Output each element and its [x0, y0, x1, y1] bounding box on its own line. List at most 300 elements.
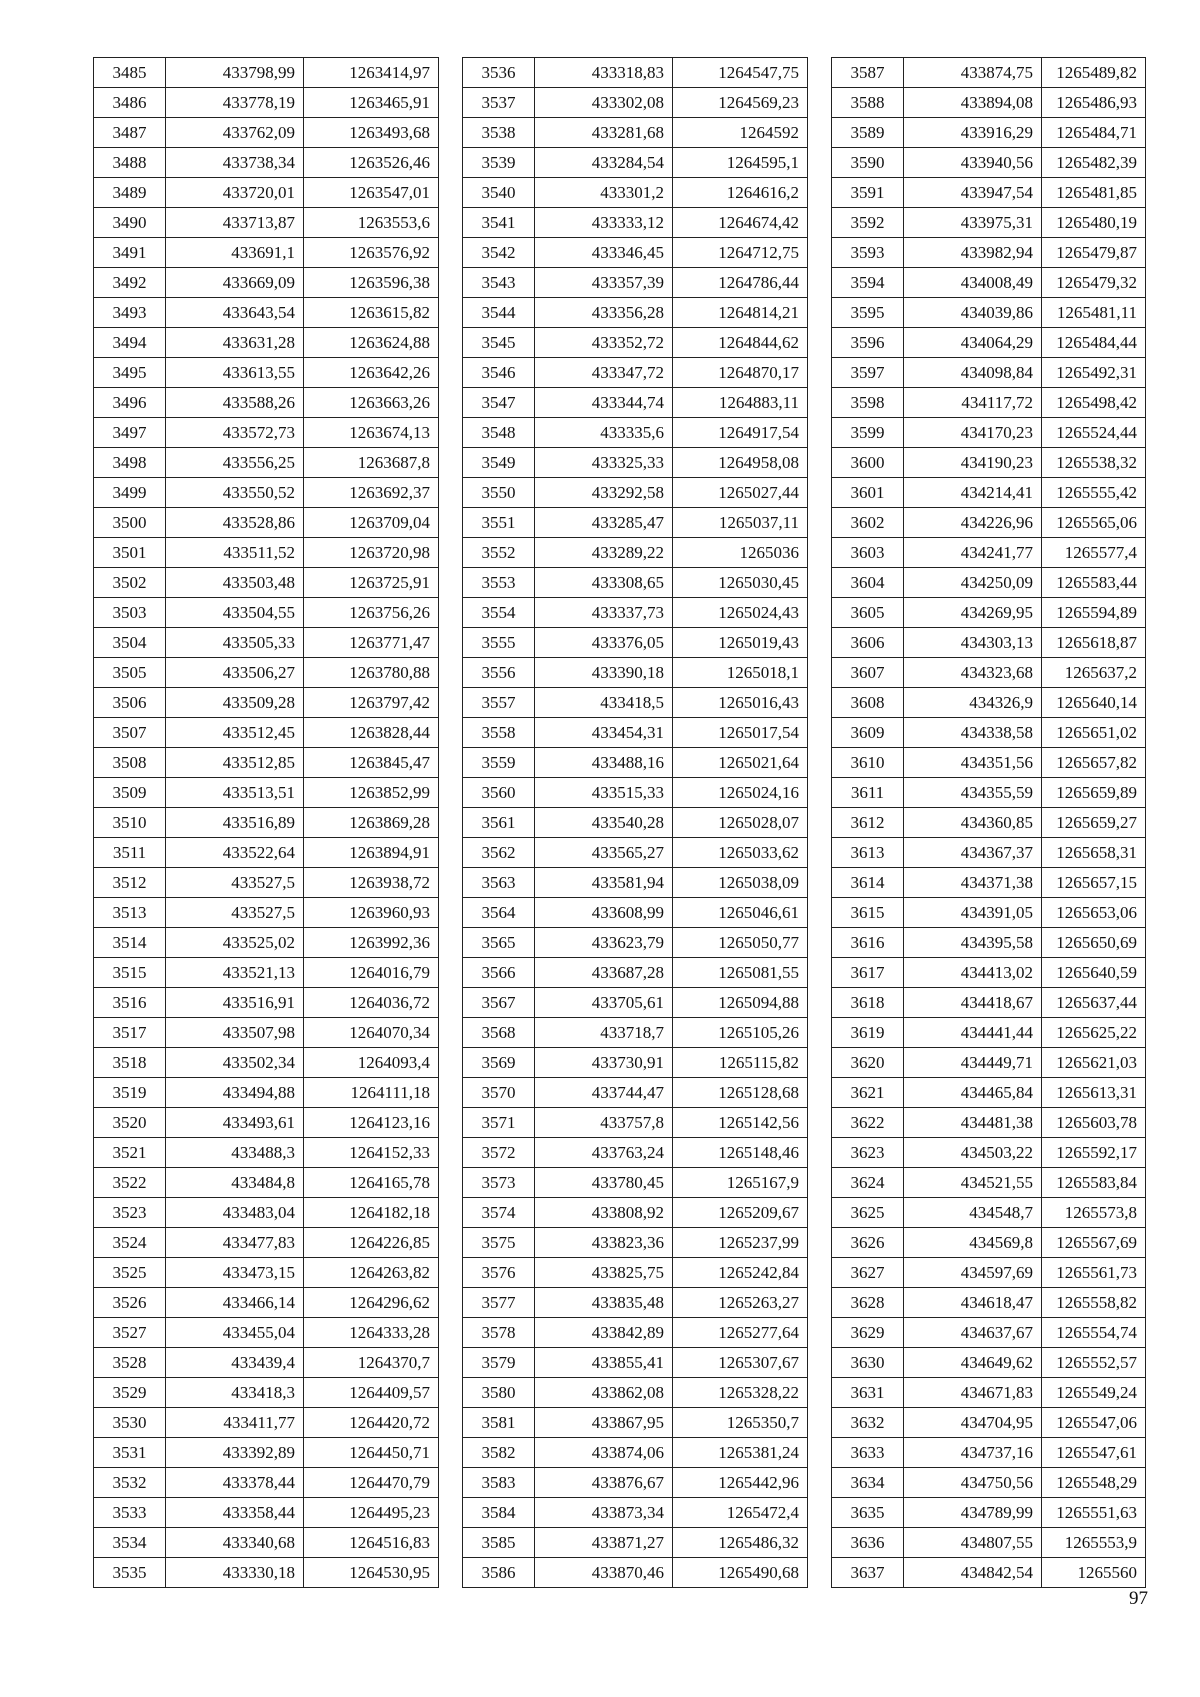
y-coordinate-cell: 1265490,68 — [673, 1558, 808, 1588]
point-number-cell: 3539 — [463, 148, 535, 178]
x-coordinate-cell: 433608,99 — [535, 898, 673, 928]
table-row — [94, 1408, 439, 1438]
x-coordinate-cell: 434503,22 — [904, 1138, 1042, 1168]
point-number-cell: 3583 — [463, 1468, 535, 1498]
point-number-cell: 3584 — [463, 1498, 535, 1528]
y-coordinate-cell: 1264786,44 — [673, 268, 808, 298]
table-row — [94, 268, 439, 298]
x-coordinate-cell: 434597,69 — [904, 1258, 1042, 1288]
x-coordinate-cell: 433588,26 — [166, 388, 304, 418]
x-coordinate-cell: 433513,51 — [166, 778, 304, 808]
table-row — [94, 1498, 439, 1528]
point-number-cell: 3607 — [832, 658, 904, 688]
x-coordinate-cell: 433982,94 — [904, 238, 1042, 268]
x-coordinate-cell: 434371,38 — [904, 868, 1042, 898]
y-coordinate-cell: 1265028,07 — [673, 808, 808, 838]
table-row — [463, 328, 808, 358]
table-row — [94, 1468, 439, 1498]
x-coordinate-cell: 433502,34 — [166, 1048, 304, 1078]
y-coordinate-cell: 1264495,23 — [304, 1498, 439, 1528]
y-coordinate-cell: 1265657,82 — [1042, 748, 1146, 778]
page-number: 97 — [1129, 1588, 1148, 1609]
y-coordinate-cell: 1263780,88 — [304, 658, 439, 688]
x-coordinate-cell: 434618,47 — [904, 1288, 1042, 1318]
y-coordinate-cell: 1265486,32 — [673, 1528, 808, 1558]
point-number-cell: 3568 — [463, 1018, 535, 1048]
y-coordinate-cell: 1265024,16 — [673, 778, 808, 808]
table-row — [463, 1018, 808, 1048]
table-row — [463, 1108, 808, 1138]
point-number-cell: 3519 — [94, 1078, 166, 1108]
x-coordinate-cell: 433352,72 — [535, 328, 673, 358]
y-coordinate-cell: 1265573,8 — [1042, 1198, 1146, 1228]
point-number-cell: 3587 — [832, 58, 904, 88]
y-coordinate-cell: 1265328,22 — [673, 1378, 808, 1408]
table-row — [463, 1168, 808, 1198]
x-coordinate-cell: 433516,89 — [166, 808, 304, 838]
x-coordinate-cell: 433540,28 — [535, 808, 673, 838]
x-coordinate-cell: 433738,34 — [166, 148, 304, 178]
point-number-cell: 3577 — [463, 1288, 535, 1318]
x-coordinate-cell: 433823,36 — [535, 1228, 673, 1258]
y-coordinate-cell: 1265021,64 — [673, 748, 808, 778]
table-row — [94, 568, 439, 598]
y-coordinate-cell: 1263894,91 — [304, 838, 439, 868]
point-number-cell: 3619 — [832, 1018, 904, 1048]
point-number-cell: 3571 — [463, 1108, 535, 1138]
x-coordinate-cell: 433484,8 — [166, 1168, 304, 1198]
y-coordinate-cell: 1265547,06 — [1042, 1408, 1146, 1438]
table-row — [832, 238, 1146, 268]
x-coordinate-cell: 434323,68 — [904, 658, 1042, 688]
point-number-cell: 3581 — [463, 1408, 535, 1438]
point-number-cell: 3625 — [832, 1198, 904, 1228]
point-number-cell: 3543 — [463, 268, 535, 298]
table-row — [832, 448, 1146, 478]
x-coordinate-cell: 433439,4 — [166, 1348, 304, 1378]
point-number-cell: 3615 — [832, 898, 904, 928]
point-number-cell: 3637 — [832, 1558, 904, 1588]
point-number-cell: 3491 — [94, 238, 166, 268]
table-row — [94, 358, 439, 388]
table-row — [832, 628, 1146, 658]
point-number-cell: 3595 — [832, 298, 904, 328]
x-coordinate-cell: 433862,08 — [535, 1378, 673, 1408]
table-row — [463, 238, 808, 268]
y-coordinate-cell: 1263663,26 — [304, 388, 439, 418]
x-coordinate-cell: 433292,58 — [535, 478, 673, 508]
y-coordinate-cell: 1265142,56 — [673, 1108, 808, 1138]
table-row — [832, 1168, 1146, 1198]
x-coordinate-cell: 433344,74 — [535, 388, 673, 418]
point-number-cell: 3531 — [94, 1438, 166, 1468]
x-coordinate-cell: 433357,39 — [535, 268, 673, 298]
point-number-cell: 3574 — [463, 1198, 535, 1228]
y-coordinate-cell: 1265481,85 — [1042, 178, 1146, 208]
point-number-cell: 3633 — [832, 1438, 904, 1468]
table-row — [94, 598, 439, 628]
y-coordinate-cell: 1264547,75 — [673, 58, 808, 88]
point-number-cell: 3527 — [94, 1318, 166, 1348]
y-coordinate-cell: 1265558,82 — [1042, 1288, 1146, 1318]
y-coordinate-cell: 1265167,9 — [673, 1168, 808, 1198]
table-row — [94, 508, 439, 538]
x-coordinate-cell: 433512,85 — [166, 748, 304, 778]
point-number-cell: 3559 — [463, 748, 535, 778]
x-coordinate-cell: 433874,06 — [535, 1438, 673, 1468]
point-number-cell: 3620 — [832, 1048, 904, 1078]
table-row — [94, 208, 439, 238]
table-row — [832, 1528, 1146, 1558]
y-coordinate-cell: 1265555,42 — [1042, 478, 1146, 508]
y-coordinate-cell: 1265657,15 — [1042, 868, 1146, 898]
table-row — [463, 1528, 808, 1558]
point-number-cell: 3538 — [463, 118, 535, 148]
table-row — [463, 268, 808, 298]
y-coordinate-cell: 1265027,44 — [673, 478, 808, 508]
table-row — [463, 748, 808, 778]
table-row — [463, 1318, 808, 1348]
x-coordinate-cell: 433763,24 — [535, 1138, 673, 1168]
point-number-cell: 3567 — [463, 988, 535, 1018]
x-coordinate-cell: 433356,28 — [535, 298, 673, 328]
table-row — [832, 1408, 1146, 1438]
y-coordinate-cell: 1264152,33 — [304, 1138, 439, 1168]
x-coordinate-cell: 433346,45 — [535, 238, 673, 268]
point-number-cell: 3544 — [463, 298, 535, 328]
table-row — [463, 88, 808, 118]
x-coordinate-cell: 434269,95 — [904, 598, 1042, 628]
point-number-cell: 3532 — [94, 1468, 166, 1498]
point-number-cell: 3526 — [94, 1288, 166, 1318]
table-row — [832, 1348, 1146, 1378]
point-number-cell: 3566 — [463, 958, 535, 988]
y-coordinate-cell: 1265658,31 — [1042, 838, 1146, 868]
point-number-cell: 3550 — [463, 478, 535, 508]
x-coordinate-cell: 434750,56 — [904, 1468, 1042, 1498]
y-coordinate-cell: 1265242,84 — [673, 1258, 808, 1288]
point-number-cell: 3608 — [832, 688, 904, 718]
table-row — [463, 838, 808, 868]
table-row — [463, 298, 808, 328]
x-coordinate-cell: 433744,47 — [535, 1078, 673, 1108]
y-coordinate-cell: 1263414,97 — [304, 58, 439, 88]
x-coordinate-cell: 433411,77 — [166, 1408, 304, 1438]
point-number-cell: 3626 — [832, 1228, 904, 1258]
point-number-cell: 3518 — [94, 1048, 166, 1078]
x-coordinate-cell: 434338,58 — [904, 718, 1042, 748]
table-row — [832, 418, 1146, 448]
y-coordinate-cell: 1265637,2 — [1042, 658, 1146, 688]
table-row — [832, 178, 1146, 208]
y-coordinate-cell: 1265479,32 — [1042, 268, 1146, 298]
y-coordinate-cell: 1265659,89 — [1042, 778, 1146, 808]
x-coordinate-cell: 433512,45 — [166, 718, 304, 748]
point-number-cell: 3600 — [832, 448, 904, 478]
y-coordinate-cell: 1265547,61 — [1042, 1438, 1146, 1468]
y-coordinate-cell: 1265350,7 — [673, 1408, 808, 1438]
y-coordinate-cell: 1263547,01 — [304, 178, 439, 208]
x-coordinate-cell: 433527,5 — [166, 898, 304, 928]
y-coordinate-cell: 1265019,43 — [673, 628, 808, 658]
y-coordinate-cell: 1265551,63 — [1042, 1498, 1146, 1528]
y-coordinate-cell: 1265472,4 — [673, 1498, 808, 1528]
y-coordinate-cell: 1263624,88 — [304, 328, 439, 358]
coordinate-table-3 — [831, 57, 1146, 1588]
y-coordinate-cell: 1263960,93 — [304, 898, 439, 928]
x-coordinate-cell: 433325,33 — [535, 448, 673, 478]
y-coordinate-cell: 1265046,61 — [673, 898, 808, 928]
point-number-cell: 3627 — [832, 1258, 904, 1288]
point-number-cell: 3523 — [94, 1198, 166, 1228]
point-number-cell: 3555 — [463, 628, 535, 658]
table-row — [463, 1558, 808, 1588]
point-number-cell: 3586 — [463, 1558, 535, 1588]
y-coordinate-cell: 1264595,1 — [673, 148, 808, 178]
table-row — [94, 928, 439, 958]
point-number-cell: 3624 — [832, 1168, 904, 1198]
x-coordinate-cell: 433454,31 — [535, 718, 673, 748]
point-number-cell: 3500 — [94, 508, 166, 538]
point-number-cell: 3490 — [94, 208, 166, 238]
y-coordinate-cell: 1265592,17 — [1042, 1138, 1146, 1168]
y-coordinate-cell: 1264883,11 — [673, 388, 808, 418]
table-row — [94, 118, 439, 148]
y-coordinate-cell: 1263992,36 — [304, 928, 439, 958]
table-row — [94, 988, 439, 1018]
table-row — [463, 148, 808, 178]
point-number-cell: 3592 — [832, 208, 904, 238]
x-coordinate-cell: 434637,67 — [904, 1318, 1042, 1348]
table-row — [463, 1048, 808, 1078]
x-coordinate-cell: 433874,75 — [904, 58, 1042, 88]
point-number-cell: 3552 — [463, 538, 535, 568]
point-number-cell: 3590 — [832, 148, 904, 178]
table-row — [463, 718, 808, 748]
x-coordinate-cell: 434449,71 — [904, 1048, 1042, 1078]
x-coordinate-cell: 434326,9 — [904, 688, 1042, 718]
point-number-cell: 3553 — [463, 568, 535, 598]
table-row — [832, 1498, 1146, 1528]
x-coordinate-cell: 433669,09 — [166, 268, 304, 298]
point-number-cell: 3534 — [94, 1528, 166, 1558]
y-coordinate-cell: 1264333,28 — [304, 1318, 439, 1348]
y-coordinate-cell: 1265554,74 — [1042, 1318, 1146, 1348]
y-coordinate-cell: 1264036,72 — [304, 988, 439, 1018]
x-coordinate-cell: 433757,8 — [535, 1108, 673, 1138]
point-number-cell: 3593 — [832, 238, 904, 268]
point-number-cell: 3493 — [94, 298, 166, 328]
table-row — [832, 1438, 1146, 1468]
table-row — [463, 508, 808, 538]
y-coordinate-cell: 1265038,09 — [673, 868, 808, 898]
x-coordinate-cell: 434214,41 — [904, 478, 1042, 508]
table-row — [832, 268, 1146, 298]
point-number-cell: 3522 — [94, 1168, 166, 1198]
x-coordinate-cell: 434008,49 — [904, 268, 1042, 298]
y-coordinate-cell: 1263828,44 — [304, 718, 439, 748]
point-number-cell: 3585 — [463, 1528, 535, 1558]
table-row — [94, 1258, 439, 1288]
table-row — [94, 298, 439, 328]
x-coordinate-cell: 433376,05 — [535, 628, 673, 658]
point-number-cell: 3631 — [832, 1378, 904, 1408]
x-coordinate-cell: 433289,22 — [535, 538, 673, 568]
table-row — [94, 1138, 439, 1168]
table-row — [463, 388, 808, 418]
point-number-cell: 3504 — [94, 628, 166, 658]
table-row — [832, 1378, 1146, 1408]
point-number-cell: 3499 — [94, 478, 166, 508]
x-coordinate-cell: 434842,54 — [904, 1558, 1042, 1588]
y-coordinate-cell: 1264165,78 — [304, 1168, 439, 1198]
point-number-cell: 3636 — [832, 1528, 904, 1558]
x-coordinate-cell: 433855,41 — [535, 1348, 673, 1378]
y-coordinate-cell: 1265561,73 — [1042, 1258, 1146, 1288]
point-number-cell: 3578 — [463, 1318, 535, 1348]
y-coordinate-cell: 1265094,88 — [673, 988, 808, 1018]
point-number-cell: 3629 — [832, 1318, 904, 1348]
point-number-cell: 3605 — [832, 598, 904, 628]
point-number-cell: 3501 — [94, 538, 166, 568]
point-number-cell: 3525 — [94, 1258, 166, 1288]
table-row — [463, 538, 808, 568]
table-row — [463, 358, 808, 388]
table-row — [94, 688, 439, 718]
y-coordinate-cell: 1265486,93 — [1042, 88, 1146, 118]
y-coordinate-cell: 1265549,24 — [1042, 1378, 1146, 1408]
table-row — [463, 418, 808, 448]
y-coordinate-cell: 1265577,4 — [1042, 538, 1146, 568]
table-row — [94, 1528, 439, 1558]
point-number-cell: 3565 — [463, 928, 535, 958]
point-number-cell: 3557 — [463, 688, 535, 718]
point-number-cell: 3632 — [832, 1408, 904, 1438]
x-coordinate-cell: 433835,48 — [535, 1288, 673, 1318]
y-coordinate-cell: 1264870,17 — [673, 358, 808, 388]
x-coordinate-cell: 434351,56 — [904, 748, 1042, 778]
y-coordinate-cell: 1263852,99 — [304, 778, 439, 808]
y-coordinate-cell: 1265583,84 — [1042, 1168, 1146, 1198]
y-coordinate-cell: 1264123,16 — [304, 1108, 439, 1138]
table-row — [832, 868, 1146, 898]
table-row — [832, 1018, 1146, 1048]
x-coordinate-cell: 433808,92 — [535, 1198, 673, 1228]
x-coordinate-cell: 434671,83 — [904, 1378, 1042, 1408]
x-coordinate-cell: 433455,04 — [166, 1318, 304, 1348]
table-row — [832, 1318, 1146, 1348]
y-coordinate-cell: 1264917,54 — [673, 418, 808, 448]
point-number-cell: 3547 — [463, 388, 535, 418]
table-row — [94, 718, 439, 748]
table-row — [463, 1198, 808, 1228]
table-row — [463, 58, 808, 88]
x-coordinate-cell: 433483,04 — [166, 1198, 304, 1228]
y-coordinate-cell: 1263845,47 — [304, 748, 439, 778]
y-coordinate-cell: 1265484,71 — [1042, 118, 1146, 148]
y-coordinate-cell: 1265618,87 — [1042, 628, 1146, 658]
x-coordinate-cell: 433507,98 — [166, 1018, 304, 1048]
table-row — [463, 118, 808, 148]
y-coordinate-cell: 1264516,83 — [304, 1528, 439, 1558]
x-coordinate-cell: 433867,95 — [535, 1408, 673, 1438]
x-coordinate-cell: 434548,7 — [904, 1198, 1042, 1228]
table-row — [463, 1228, 808, 1258]
x-coordinate-cell: 433330,18 — [166, 1558, 304, 1588]
x-coordinate-cell: 433565,27 — [535, 838, 673, 868]
point-number-cell: 3634 — [832, 1468, 904, 1498]
y-coordinate-cell: 1265033,62 — [673, 838, 808, 868]
y-coordinate-cell: 1265524,44 — [1042, 418, 1146, 448]
point-number-cell: 3498 — [94, 448, 166, 478]
x-coordinate-cell: 433778,19 — [166, 88, 304, 118]
table-row — [94, 388, 439, 418]
y-coordinate-cell: 1264569,23 — [673, 88, 808, 118]
y-coordinate-cell: 1263596,38 — [304, 268, 439, 298]
y-coordinate-cell: 1263869,28 — [304, 808, 439, 838]
point-number-cell: 3603 — [832, 538, 904, 568]
point-number-cell: 3487 — [94, 118, 166, 148]
coordinate-table-1 — [93, 57, 439, 1588]
x-coordinate-cell: 433631,28 — [166, 328, 304, 358]
point-number-cell: 3533 — [94, 1498, 166, 1528]
table-row — [832, 898, 1146, 928]
table-row — [94, 1048, 439, 1078]
y-coordinate-cell: 1265482,39 — [1042, 148, 1146, 178]
table-row — [832, 748, 1146, 778]
x-coordinate-cell: 433687,28 — [535, 958, 673, 988]
x-coordinate-cell: 434481,38 — [904, 1108, 1042, 1138]
table-row — [463, 1468, 808, 1498]
table-row — [94, 1378, 439, 1408]
x-coordinate-cell: 433521,13 — [166, 958, 304, 988]
point-number-cell: 3601 — [832, 478, 904, 508]
table-row — [463, 208, 808, 238]
table-row — [463, 1378, 808, 1408]
x-coordinate-cell: 434367,37 — [904, 838, 1042, 868]
y-coordinate-cell: 1265237,99 — [673, 1228, 808, 1258]
x-coordinate-cell: 433572,73 — [166, 418, 304, 448]
point-number-cell: 3582 — [463, 1438, 535, 1468]
table-row — [463, 448, 808, 478]
table-row — [463, 1498, 808, 1528]
x-coordinate-cell: 433550,52 — [166, 478, 304, 508]
x-coordinate-cell: 433975,31 — [904, 208, 1042, 238]
point-number-cell: 3562 — [463, 838, 535, 868]
y-coordinate-cell: 1263526,46 — [304, 148, 439, 178]
table-row — [463, 1408, 808, 1438]
y-coordinate-cell: 1264070,34 — [304, 1018, 439, 1048]
point-number-cell: 3511 — [94, 838, 166, 868]
y-coordinate-cell: 1264370,7 — [304, 1348, 439, 1378]
table-row — [94, 1348, 439, 1378]
y-coordinate-cell: 1263725,91 — [304, 568, 439, 598]
x-coordinate-cell: 433873,34 — [535, 1498, 673, 1528]
point-number-cell: 3535 — [94, 1558, 166, 1588]
y-coordinate-cell: 1263692,37 — [304, 478, 439, 508]
point-number-cell: 3589 — [832, 118, 904, 148]
x-coordinate-cell: 433308,65 — [535, 568, 673, 598]
table-row — [94, 1018, 439, 1048]
y-coordinate-cell: 1265583,44 — [1042, 568, 1146, 598]
x-coordinate-cell: 433285,47 — [535, 508, 673, 538]
y-coordinate-cell: 1265613,31 — [1042, 1078, 1146, 1108]
x-coordinate-cell: 433713,87 — [166, 208, 304, 238]
point-number-cell: 3515 — [94, 958, 166, 988]
x-coordinate-cell: 434098,84 — [904, 358, 1042, 388]
y-coordinate-cell: 1264530,95 — [304, 1558, 439, 1588]
table-row — [94, 1558, 439, 1588]
